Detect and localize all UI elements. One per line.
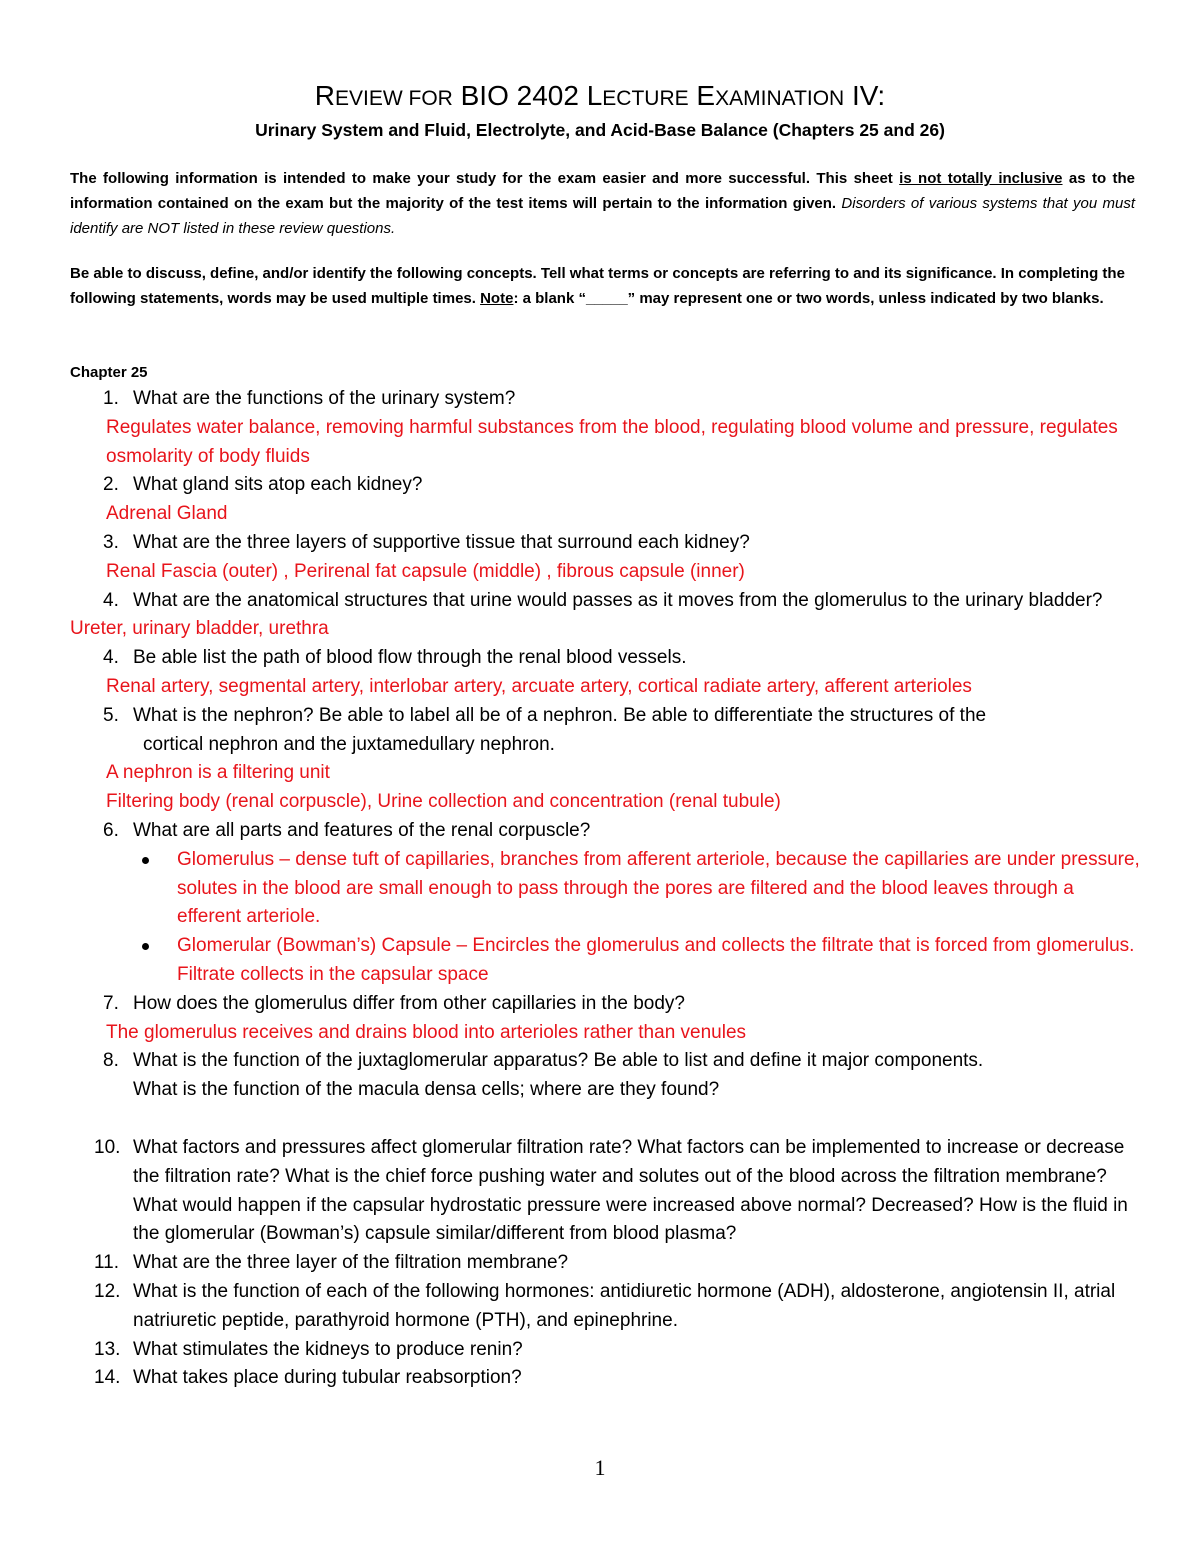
question-10: 10. What factors and pressures affect glomerular filtration rate? What factors can be implemented to increase or decrease the filtration rate? What is the chief force pushing water and solutes out of the blood across the filtration membrane? What would happen if the capsular hydrostatic pressure were increased above normal? Decreased? How is the fluid in the glomerular (Bowman’s) capsule similar/different from blood plasma?	[94, 1136, 1128, 1245]
answer-5a: A nephron is a filtering unit	[106, 762, 330, 784]
question-6: 6. What are all parts and features of the renal corpuscle?	[103, 819, 591, 841]
answer-4: Ureter, urinary bladder, urethra	[70, 618, 329, 640]
question-12: 12. What is the function of each of the following hormones: antidiuretic hormone (ADH), aldosterone, angiotensin II, atrial natriuretic peptide, parathyroid hormone (PTH), and epinephrine.	[94, 1280, 1116, 1331]
answer-6-bullet-glomerulus: Glomerulus – dense tuft of capillaries, branches from afferent arteriole, because the capillaries are under pressure, solutes in the blood are small enough to pass through the pores are filtered and the blood leaves through a efferent arteriole.	[70, 846, 1140, 932]
answer-3: Renal Fascia (outer) , Perirenal fat capsule (middle) , fibrous capsule (inner)	[106, 560, 745, 582]
question-list	[70, 385, 1140, 1393]
answer-4b: Renal artery, segmental artery, interlobar artery, arcuate artery, cortical radiate artery, afferent arterioles	[106, 675, 972, 697]
bullet-icon	[142, 943, 149, 950]
question-13: 13. What stimulates the kidneys to produce renin?	[94, 1338, 523, 1360]
question-5: 5. What is the nephron? Be able to label all be of a nephron. Be able to differentiate the structures of the cortical nephron and the juxtamedullary nephron.	[103, 704, 987, 755]
question-3: 3. What are the three layers of supportive tissue that surround each kidney?	[103, 531, 750, 553]
question-11: 11. What are the three layer of the filtration membrane?	[94, 1252, 569, 1274]
question-2: 2. What gland sits atop each kidney?	[103, 474, 423, 496]
question-4: 4. What are the anatomical structures that urine would passes as it moves from the glomerulus to the urinary bladder?	[103, 589, 1103, 611]
intro-paragraph: The following information is intended to make your study for the exam easier and more successful. This sheet is not totally inclusive as to the information contained on the exam but the majority of the test items will pertain to the information given. Disorders of various systems that you must identify are NOT listed in these review questions.	[70, 170, 1136, 237]
answer-2: Adrenal Gland	[106, 503, 228, 525]
question-4b: 4. Be able list the path of blood flow through the renal blood vessels.	[103, 647, 687, 669]
question-7: 7. How does the glomerulus differ from other capillaries in the body?	[103, 992, 685, 1014]
answer-7: The glomerulus receives and drains blood into arterioles rather than venules	[106, 1021, 747, 1043]
question-1: 1. What are the functions of the urinary system?	[103, 388, 516, 409]
question-14: 14. What takes place during tubular reabsorption?	[94, 1367, 522, 1389]
answer-6-bullet-capsule: Glomerular (Bowman’s) Capsule – Encircles the glomerulus and collects the filtrate that is forced from glomerulus. Filtrate collects in the capsular space	[70, 932, 1140, 990]
answer-1: Regulates water balance, removing harmful substances from the blood, regulating blood volume and pressure, regulates osmolarity of body fluids	[106, 416, 1118, 467]
bullet-icon	[142, 857, 149, 864]
answer-5b: Filtering body (renal corpuscle), Urine collection and concentration (renal tubule)	[106, 791, 781, 813]
page-number: 1	[594, 1455, 606, 1480]
page-title: REVIEW FOR BIO 2402 LECTURE EXAMINATION IV:	[314, 80, 886, 111]
chapter-heading: Chapter 25	[70, 364, 148, 381]
page-subtitle: Urinary System and Fluid, Electrolyte, and Acid-Base Balance (Chapters 25 and 26)	[255, 120, 945, 140]
instructions-paragraph: Be able to discuss, define, and/or identify the following concepts. Tell what terms or concepts are referring to and its significance. In completing the following statements, words may be used multiple times. Note: a blank “_____” may represent one or two words, unless indicated by two blanks.	[70, 265, 1125, 307]
question-8: 8. What is the function of the juxtaglomerular apparatus? Be able to list and define it major components. What is the function of the macula densa cells; where are they found?	[103, 1050, 984, 1101]
